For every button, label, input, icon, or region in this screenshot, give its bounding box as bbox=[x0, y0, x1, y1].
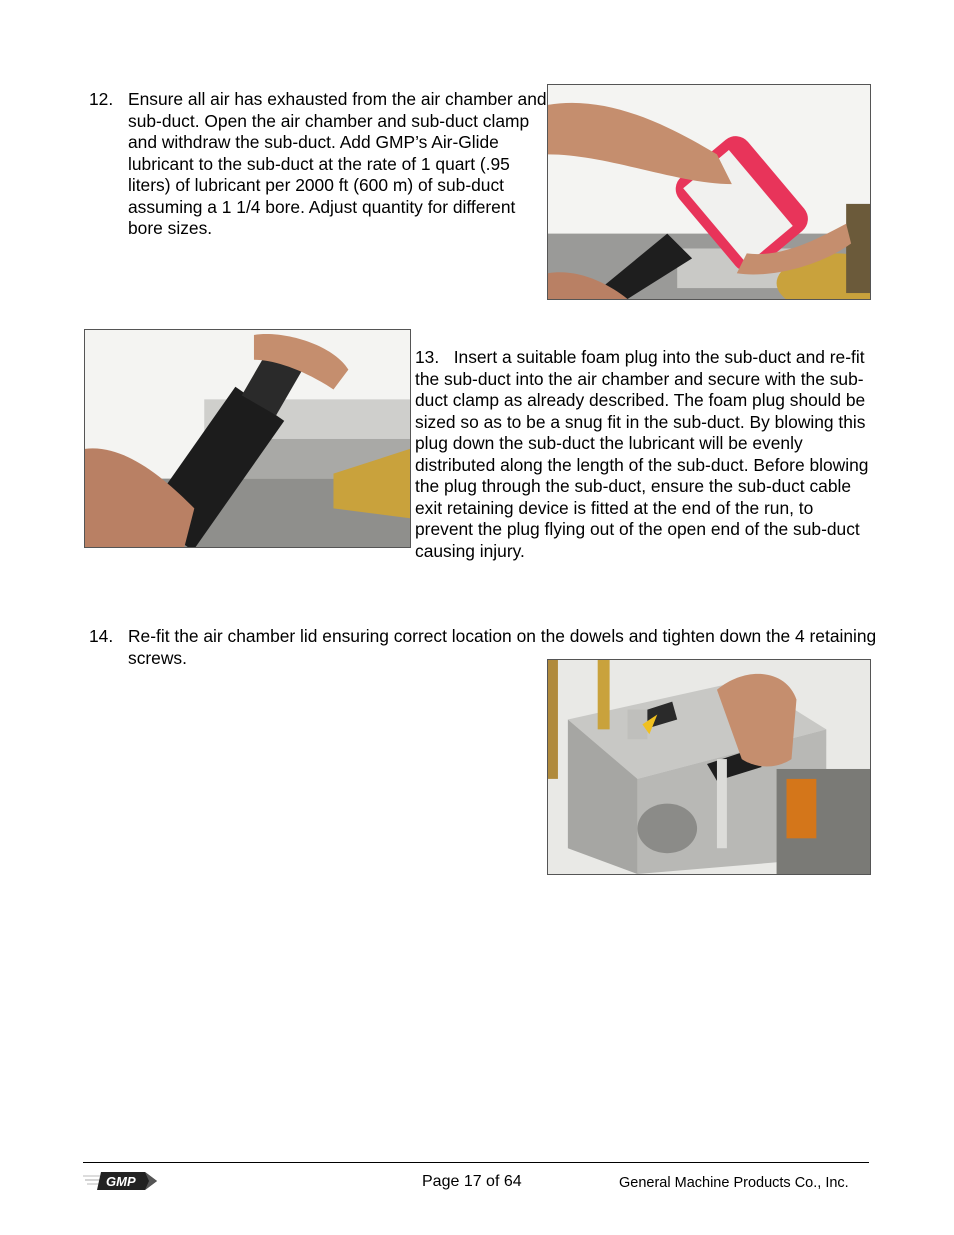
step-14-text: Re-fit the air chamber lid ensuring correct location on the dowels and tighten down the 4 retaining screws. bbox=[128, 626, 877, 668]
step-12-text: Ensure all air has exhausted from the air chamber and sub-duct. Open the air chamber and sub-duct clamp and withdraw the sub-duct. Add GMP’s Air-Glide lubricant to the sub-duct at the rate of 1 quart (.95 liters) of lubricant per 2000 ft (600 m) of sub-duct assuming a 1 1/4 bore. Adjust quantity for different bore sizes. bbox=[128, 89, 547, 238]
foam-plug-photo bbox=[84, 329, 411, 548]
step-12-number: 12. bbox=[89, 89, 114, 109]
page-number: Page 17 of 64 bbox=[422, 1173, 522, 1190]
footer-divider bbox=[83, 1162, 869, 1163]
gmp-logo bbox=[83, 1168, 159, 1194]
air-chamber-lid-photo bbox=[547, 659, 871, 875]
logo-text: GMP bbox=[106, 1174, 136, 1189]
step-13-text: Insert a suitable foam plug into the sub-duct and re-fit the sub-duct into the air chamber and secure with the sub-duct clamp as already described. The foam plug should be sized so as to be a snug fit in the sub-duct. By blowing this plug down the sub-duct the lubricant will be evenly distributed along the length of the sub-duct. Before blowing the plug through the sub-duct, ensure the sub-duct cable exit retaining device is fitted at the end of the run, to prevent the plug flying out of the open end of the sub-duct causing injury. bbox=[415, 347, 869, 561]
step-14-number: 14. bbox=[89, 626, 114, 646]
lubricant-bottle-photo bbox=[547, 84, 871, 300]
step-13-number: 13. bbox=[415, 347, 440, 367]
company-name: General Machine Products Co., Inc. bbox=[619, 1175, 849, 1191]
step-13 bbox=[415, 347, 875, 562]
step-12 bbox=[89, 89, 547, 240]
